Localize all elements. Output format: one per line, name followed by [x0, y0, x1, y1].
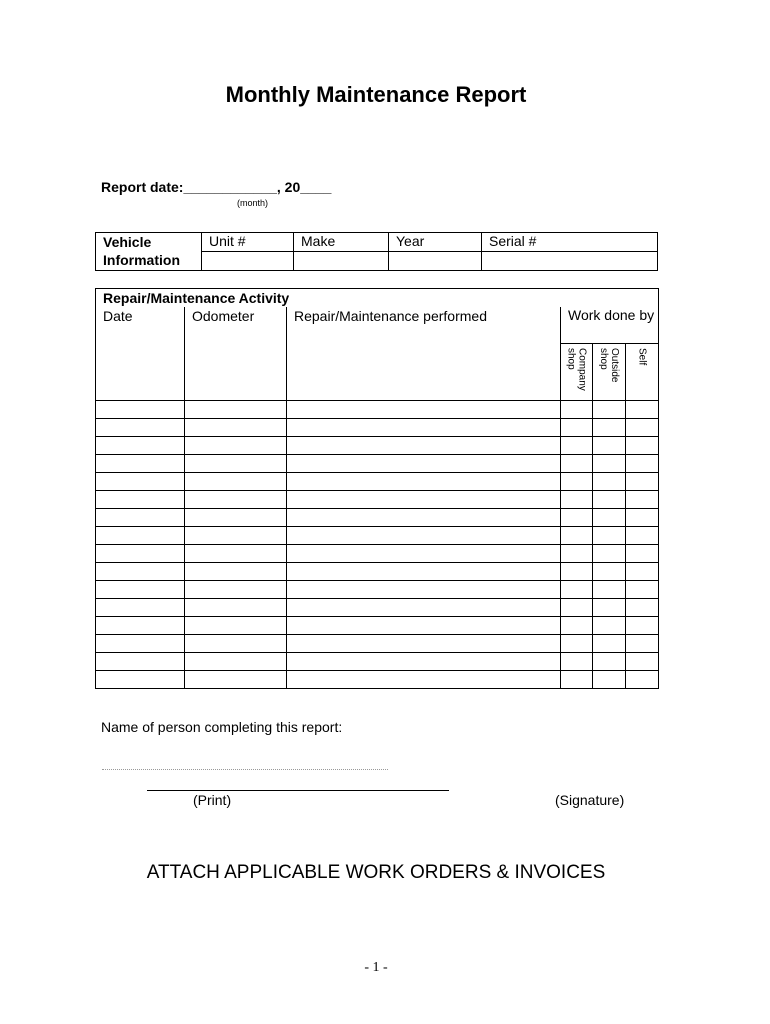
performed-cell[interactable] [287, 401, 561, 419]
activity-row [96, 509, 659, 527]
company-shop-cell[interactable] [561, 401, 593, 419]
self-cell[interactable] [626, 653, 659, 671]
odometer-cell[interactable] [185, 671, 287, 689]
company-shop-cell[interactable] [561, 581, 593, 599]
self-label: Self [636, 348, 648, 366]
outside-shop-cell[interactable] [593, 653, 626, 671]
date-cell[interactable] [96, 599, 185, 617]
date-cell[interactable] [96, 617, 185, 635]
year-header: Year [389, 233, 482, 252]
vehicle-info-table [95, 232, 658, 271]
activity-row [96, 581, 659, 599]
self-cell[interactable] [626, 563, 659, 581]
odometer-cell[interactable] [185, 437, 287, 455]
performed-cell[interactable] [287, 527, 561, 545]
performed-cell[interactable] [287, 617, 561, 635]
date-cell[interactable] [96, 581, 185, 599]
date-cell[interactable] [96, 509, 185, 527]
unit-header: Unit # [202, 233, 294, 252]
performed-cell[interactable] [287, 419, 561, 437]
performed-cell[interactable] [287, 635, 561, 653]
odometer-cell[interactable] [185, 527, 287, 545]
date-cell[interactable] [96, 419, 185, 437]
date-cell[interactable] [96, 635, 185, 653]
date-cell[interactable] [96, 563, 185, 581]
make-header: Make [294, 233, 389, 252]
outside-shop-cell[interactable] [593, 581, 626, 599]
outside-shop-cell[interactable] [593, 509, 626, 527]
odometer-header: Odometer [185, 307, 287, 401]
self-cell[interactable] [626, 455, 659, 473]
odometer-cell[interactable] [185, 491, 287, 509]
self-cell[interactable] [626, 527, 659, 545]
odometer-cell[interactable] [185, 509, 287, 527]
month-hint: (month) [237, 198, 269, 208]
date-cell[interactable] [96, 545, 185, 563]
unit-field[interactable] [202, 252, 294, 271]
activity-row [96, 617, 659, 635]
company-shop-cell[interactable] [561, 563, 593, 581]
date-cell[interactable] [96, 653, 185, 671]
performed-cell[interactable] [287, 473, 561, 491]
serial-header: Serial # [482, 233, 658, 252]
outside-shop-cell[interactable] [593, 419, 626, 437]
company-shop-cell[interactable] [561, 527, 593, 545]
print-line[interactable] [147, 790, 449, 791]
outside-shop-cell[interactable] [593, 671, 626, 689]
self-cell[interactable] [626, 671, 659, 689]
performed-cell[interactable] [287, 671, 561, 689]
performed-header: Repair/Maintenance performed [287, 307, 561, 401]
date-cell[interactable] [96, 527, 185, 545]
activity-row [96, 635, 659, 653]
odometer-cell[interactable] [185, 653, 287, 671]
outside-shop-cell[interactable] [593, 599, 626, 617]
activity-row [96, 437, 659, 455]
company-shop-cell[interactable] [561, 491, 593, 509]
self-cell[interactable] [626, 635, 659, 653]
self-cell[interactable] [626, 437, 659, 455]
date-cell[interactable] [96, 473, 185, 491]
date-cell[interactable] [96, 491, 185, 509]
company-shop-cell[interactable] [561, 473, 593, 491]
date-cell[interactable] [96, 401, 185, 419]
outside-shop-cell[interactable] [593, 563, 626, 581]
activity-row [96, 455, 659, 473]
outside-shop-cell[interactable] [593, 635, 626, 653]
company-shop-cell[interactable] [561, 599, 593, 617]
activity-section-title: Repair/Maintenance Activity [96, 289, 659, 308]
make-field[interactable] [294, 252, 389, 271]
odometer-cell[interactable] [185, 473, 287, 491]
self-cell[interactable] [626, 581, 659, 599]
performed-cell[interactable] [287, 581, 561, 599]
outside-shop-header [593, 344, 626, 401]
outside-shop-cell[interactable] [593, 491, 626, 509]
self-cell[interactable] [626, 545, 659, 563]
performed-cell[interactable] [287, 545, 561, 563]
activity-row [96, 401, 659, 419]
outside-shop-label: Outside shop [598, 348, 620, 383]
performed-cell[interactable] [287, 563, 561, 581]
company-shop-cell[interactable] [561, 509, 593, 527]
odometer-cell[interactable] [185, 419, 287, 437]
date-cell[interactable] [96, 455, 185, 473]
self-header [626, 344, 659, 401]
report-date-label: Report date:____________, 20____ [101, 179, 332, 195]
outside-shop-cell[interactable] [593, 527, 626, 545]
activity-row [96, 653, 659, 671]
self-cell[interactable] [626, 491, 659, 509]
page-title: Monthly Maintenance Report [225, 82, 527, 107]
self-cell[interactable] [626, 419, 659, 437]
company-shop-cell[interactable] [561, 455, 593, 473]
performed-cell[interactable] [287, 455, 561, 473]
performed-cell[interactable] [287, 599, 561, 617]
date-cell[interactable] [96, 671, 185, 689]
odometer-cell[interactable] [185, 563, 287, 581]
signature-label: (Signature) [555, 792, 625, 808]
activity-table [95, 288, 659, 689]
outside-shop-cell[interactable] [593, 401, 626, 419]
company-shop-header [561, 344, 593, 401]
year-field[interactable] [389, 252, 482, 271]
company-shop-cell[interactable] [561, 437, 593, 455]
odometer-cell[interactable] [185, 581, 287, 599]
serial-field[interactable] [482, 252, 658, 271]
activity-row [96, 671, 659, 689]
odometer-cell[interactable] [185, 401, 287, 419]
self-cell[interactable] [626, 473, 659, 491]
performed-cell[interactable] [287, 437, 561, 455]
date-cell[interactable] [96, 437, 185, 455]
outside-shop-cell[interactable] [593, 437, 626, 455]
activity-row [96, 545, 659, 563]
activity-row [96, 563, 659, 581]
name-field[interactable] [102, 769, 388, 770]
company-shop-label: Company shop [565, 348, 588, 391]
company-shop-cell[interactable] [561, 545, 593, 563]
activity-row [96, 491, 659, 509]
name-label: Name of person completing this report: [101, 719, 343, 735]
company-shop-cell[interactable] [561, 617, 593, 635]
activity-row [96, 473, 659, 491]
outside-shop-cell[interactable] [593, 473, 626, 491]
work-done-header: Work done by [561, 307, 659, 344]
odometer-cell[interactable] [185, 455, 287, 473]
performed-cell[interactable] [287, 653, 561, 671]
self-cell[interactable] [626, 401, 659, 419]
company-shop-cell[interactable] [561, 635, 593, 653]
outside-shop-cell[interactable] [593, 617, 626, 635]
outside-shop-cell[interactable] [593, 455, 626, 473]
company-shop-cell[interactable] [561, 419, 593, 437]
self-cell[interactable] [626, 509, 659, 527]
self-cell[interactable] [626, 617, 659, 635]
company-shop-cell[interactable] [561, 653, 593, 671]
company-shop-cell[interactable] [561, 671, 593, 689]
print-label: (Print) [193, 792, 232, 808]
odometer-cell[interactable] [185, 545, 287, 563]
activity-row [96, 599, 659, 617]
activity-row [96, 527, 659, 545]
odometer-cell[interactable] [185, 617, 287, 635]
self-cell[interactable] [626, 599, 659, 617]
page-number: - 1 - [364, 960, 388, 975]
performed-cell[interactable] [287, 491, 561, 509]
vehicle-info-label: Vehicle Information [96, 233, 202, 271]
activity-row [96, 419, 659, 437]
attach-notice: ATTACH APPLICABLE WORK ORDERS & INVOICES [146, 862, 606, 883]
odometer-cell[interactable] [185, 599, 287, 617]
odometer-cell[interactable] [185, 635, 287, 653]
date-header: Date [96, 307, 185, 401]
performed-cell[interactable] [287, 509, 561, 527]
outside-shop-cell[interactable] [593, 545, 626, 563]
